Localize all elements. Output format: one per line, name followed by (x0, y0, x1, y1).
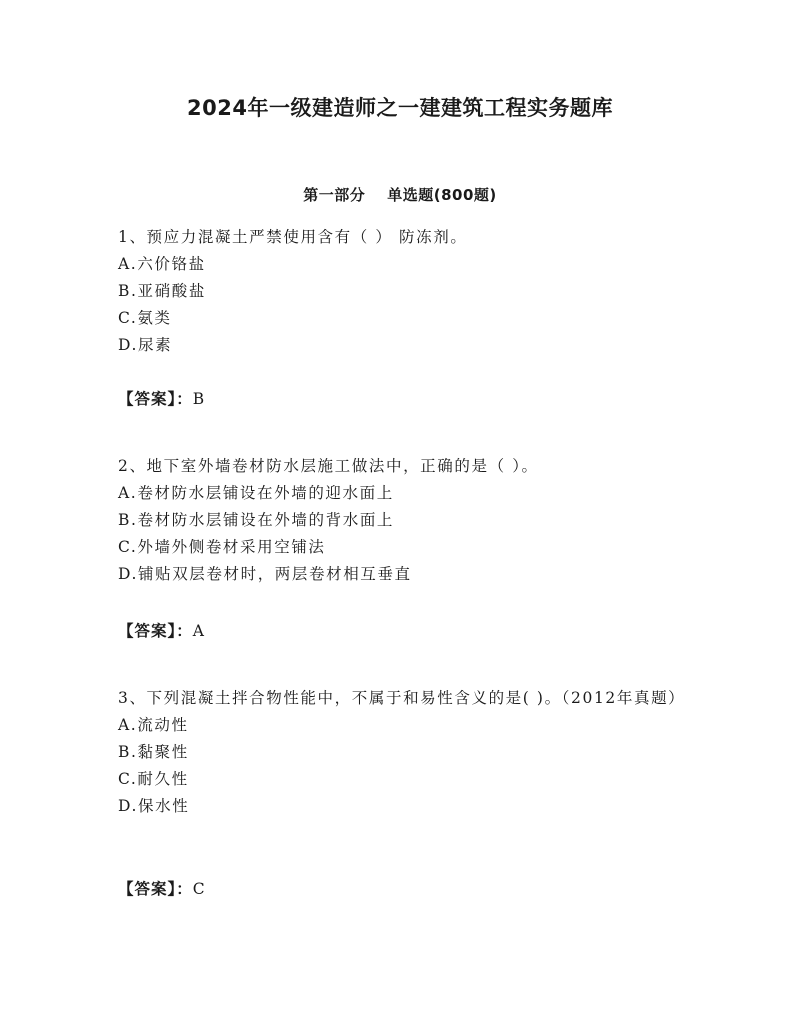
question-2 (118, 453, 688, 588)
section-name: 单选题(800题) (387, 186, 497, 204)
option-a: A.卷材防水层铺设在外墙的迎水面上 (118, 484, 394, 502)
question-3 (118, 685, 688, 820)
answer-value: A (192, 622, 206, 640)
option-a: A.六价铬盐 (118, 255, 206, 273)
option-d: D.保水性 (118, 797, 190, 815)
option-a: A.流动性 (118, 716, 189, 734)
question-text: 2、地下室外墙卷材防水层施工做法中，正确的是（ ）。 (118, 457, 539, 475)
section-part: 第一部分 (303, 186, 366, 204)
answer-3 (118, 876, 206, 903)
answer-value: B (192, 390, 206, 408)
option-d: D.尿素 (118, 336, 173, 354)
document-title: 2024年一级建造师之一建建筑工程实务题库 (187, 96, 613, 120)
option-d: D.铺贴双层卷材时，两层卷材相互垂直 (118, 565, 412, 583)
option-b: B.亚硝酸盐 (118, 282, 206, 300)
answer-2 (118, 618, 206, 645)
question-1 (118, 224, 688, 359)
option-b: B.卷材防水层铺设在外墙的背水面上 (118, 511, 395, 529)
question-text: 3、下列混凝土拌合物性能中，不属于和易性含义的是( )。（2012年真题） (118, 689, 686, 707)
option-c: C.外墙外侧卷材采用空铺法 (118, 538, 326, 556)
answer-1 (118, 386, 206, 413)
option-c: C.氨类 (118, 309, 172, 327)
option-b: B.黏聚性 (118, 743, 189, 761)
answer-value: C (192, 880, 207, 898)
section-title (0, 184, 800, 205)
answer-label: 【答案】： (118, 880, 193, 898)
option-c: C.耐久性 (118, 770, 189, 788)
question-text: 1、预应力混凝土严禁使用含有（ ） 防冻剂。 (118, 228, 468, 246)
answer-label: 【答案】： (118, 622, 193, 640)
answer-label: 【答案】： (118, 390, 193, 408)
